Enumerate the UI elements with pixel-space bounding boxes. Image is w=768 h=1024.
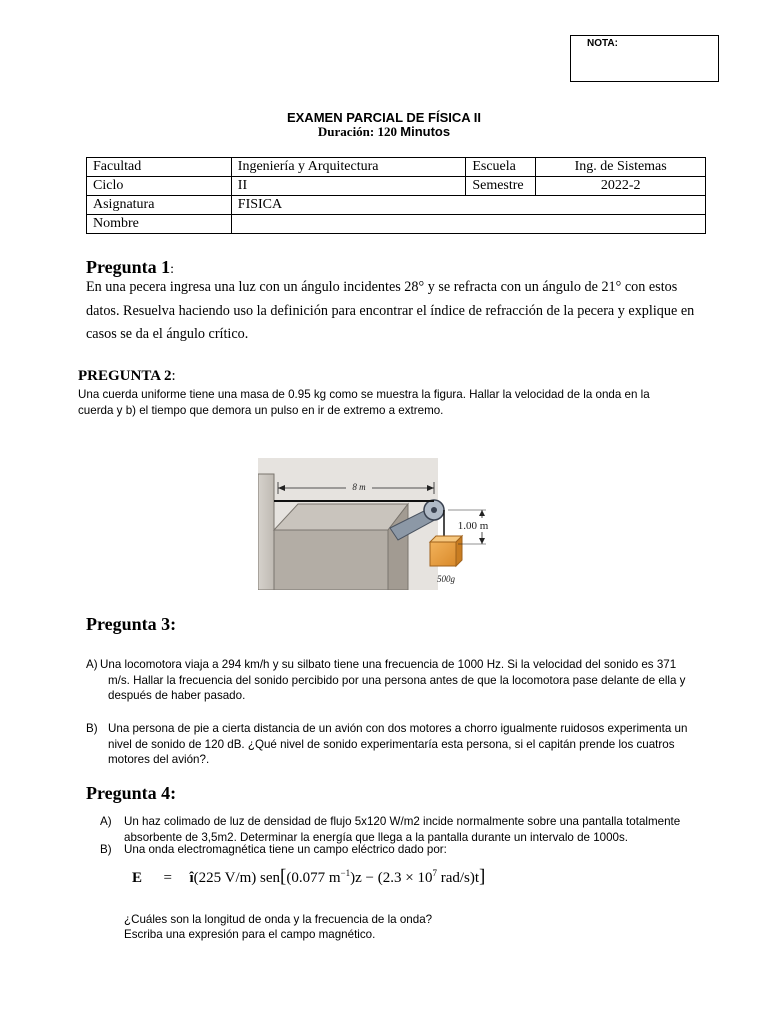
q1-text xyxy=(86,276,748,347)
string-pulley-figure xyxy=(258,458,498,590)
q2-heading: PREGUNTA 2: xyxy=(78,368,176,384)
table-cell: Ing. de Sistemas xyxy=(536,158,706,177)
q3a-line: Una locomotora viaja a 294 km/h y su silbato tiene una frecuencia de 1000 Hz. Si la velocidad del sonido es 371 xyxy=(100,658,677,671)
q3-item-b xyxy=(86,721,748,769)
formula-amplitude: (225 V/m) sen xyxy=(193,870,281,886)
formula-unit-vector: î xyxy=(189,870,194,886)
q1-line: En una pecera ingresa una luz con un ángulo incidentes 28° y se refracta con un ángulo de 21° con estos xyxy=(86,279,678,295)
table-cell: 2022-2 xyxy=(536,177,706,196)
duration-unit: Minutos xyxy=(400,124,451,139)
table-top xyxy=(274,504,408,530)
item-mark: B) xyxy=(100,843,112,856)
table-cell: Nombre xyxy=(87,215,232,234)
length-label: 8 m xyxy=(352,482,366,492)
table-row xyxy=(87,177,706,196)
table-front xyxy=(274,530,388,590)
q1-heading: Pregunta 1: xyxy=(86,257,175,277)
q4-question: ¿Cuáles son la longitud de onda y la frecuencia de la onda? xyxy=(124,913,433,926)
info-table xyxy=(86,157,706,234)
q3b-line: nivel de sonido de 120 dB. ¿Qué nivel de sonido experimentaría esta persona, si el capitán prende los cuatros xyxy=(108,737,675,751)
mass-block xyxy=(430,542,456,566)
exam-title: EXAMEN PARCIAL DE FÍSICA II xyxy=(286,110,482,125)
q2-line: Una cuerda uniforme tiene una masa de 0.95 kg como se muestra la figura. Hallar la velocidad de la onda en la xyxy=(78,388,650,401)
wall xyxy=(258,474,274,590)
formula-w: rad/s)t xyxy=(436,870,480,886)
table-row xyxy=(87,196,706,215)
q4-heading: Pregunta 4: xyxy=(86,783,177,803)
table-cell: Ingeniería y Arquitectura xyxy=(231,158,466,177)
table-cell: II xyxy=(231,177,466,196)
q3b-line: Una persona de pie a cierta distancia de un avión con dos motores a chorro igualmente ruidosos experimenta un xyxy=(108,722,688,735)
q1-line: casos se da el ángulo crítico. xyxy=(86,326,249,342)
q4-questions xyxy=(124,912,432,942)
q3-heading: Pregunta 3: xyxy=(86,614,177,634)
formula-eq: = xyxy=(163,870,172,886)
table-cell: FISICA xyxy=(231,196,705,215)
formula-w-exp: 7 xyxy=(432,868,437,878)
q4a-line: absorbente de 3,5m2. Determinar la energía que llega a la pantalla durante un intervalo de 1000s. xyxy=(124,830,629,844)
table-row xyxy=(87,158,706,177)
q4b-line: Una onda electromagnética tiene un campo eléctrico dado por: xyxy=(124,843,447,856)
table-cell: Ciclo xyxy=(87,177,232,196)
table-cell: Semestre xyxy=(466,177,536,196)
q1-line: datos. Resuelva haciendo uso la definición para encontrar el índice de refracción de la pecera y explique en xyxy=(86,302,695,319)
item-mark: A) xyxy=(100,815,112,828)
table-cell: Escuela xyxy=(466,158,536,177)
table-row xyxy=(87,215,706,234)
name-field[interactable] xyxy=(231,215,705,234)
pulley-axle xyxy=(431,507,437,513)
electric-field-formula: E = î(225 V/m) sen[(0.077 $m^{-1})z - (2.3 \times 10^7$ rad/s)t] xyxy=(132,866,486,887)
duration-value: 120 xyxy=(377,124,397,139)
formula-k: (0.077 m xyxy=(286,870,341,886)
q4-item-b xyxy=(100,842,748,858)
q2-line: cuerda y b) el tiempo que demora un pulso en ir de extremo a extremo. xyxy=(78,404,444,417)
formula-lhs: E xyxy=(132,870,143,886)
duration-label: Duración: xyxy=(317,124,375,139)
q4-question: Escriba una expresión para el campo magnético. xyxy=(124,928,376,941)
item-mark: A) xyxy=(86,658,98,671)
q3b-line: motores del avión?. xyxy=(108,753,210,766)
q2-text xyxy=(78,387,650,419)
q4a-line: Un haz colimado de luz de densidad de flujo 5x120 W/m2 incide normalmente sobre una pantalla totalmente xyxy=(124,815,681,828)
formula-z: )z − (2.3 × 10 xyxy=(350,870,433,886)
nota-label: NOTA: xyxy=(587,38,618,49)
q3-item-a xyxy=(86,657,748,705)
nota-box xyxy=(570,35,719,82)
item-mark: B) xyxy=(86,722,98,735)
q3a-line: después de haber pasado. xyxy=(108,689,246,702)
q3a-line: m/s. Hallar la frecuencia del sonido percibido por una persona antes de que la locomotora pase delante de ella y xyxy=(108,673,686,687)
table-cell: Asignatura xyxy=(87,196,232,215)
table-cell: Facultad xyxy=(87,158,232,177)
mass-label: 500g xyxy=(437,574,455,584)
formula-k-exp: −1 xyxy=(340,868,351,878)
exam-duration xyxy=(0,124,768,140)
height-label: 1.00 m xyxy=(457,520,489,532)
